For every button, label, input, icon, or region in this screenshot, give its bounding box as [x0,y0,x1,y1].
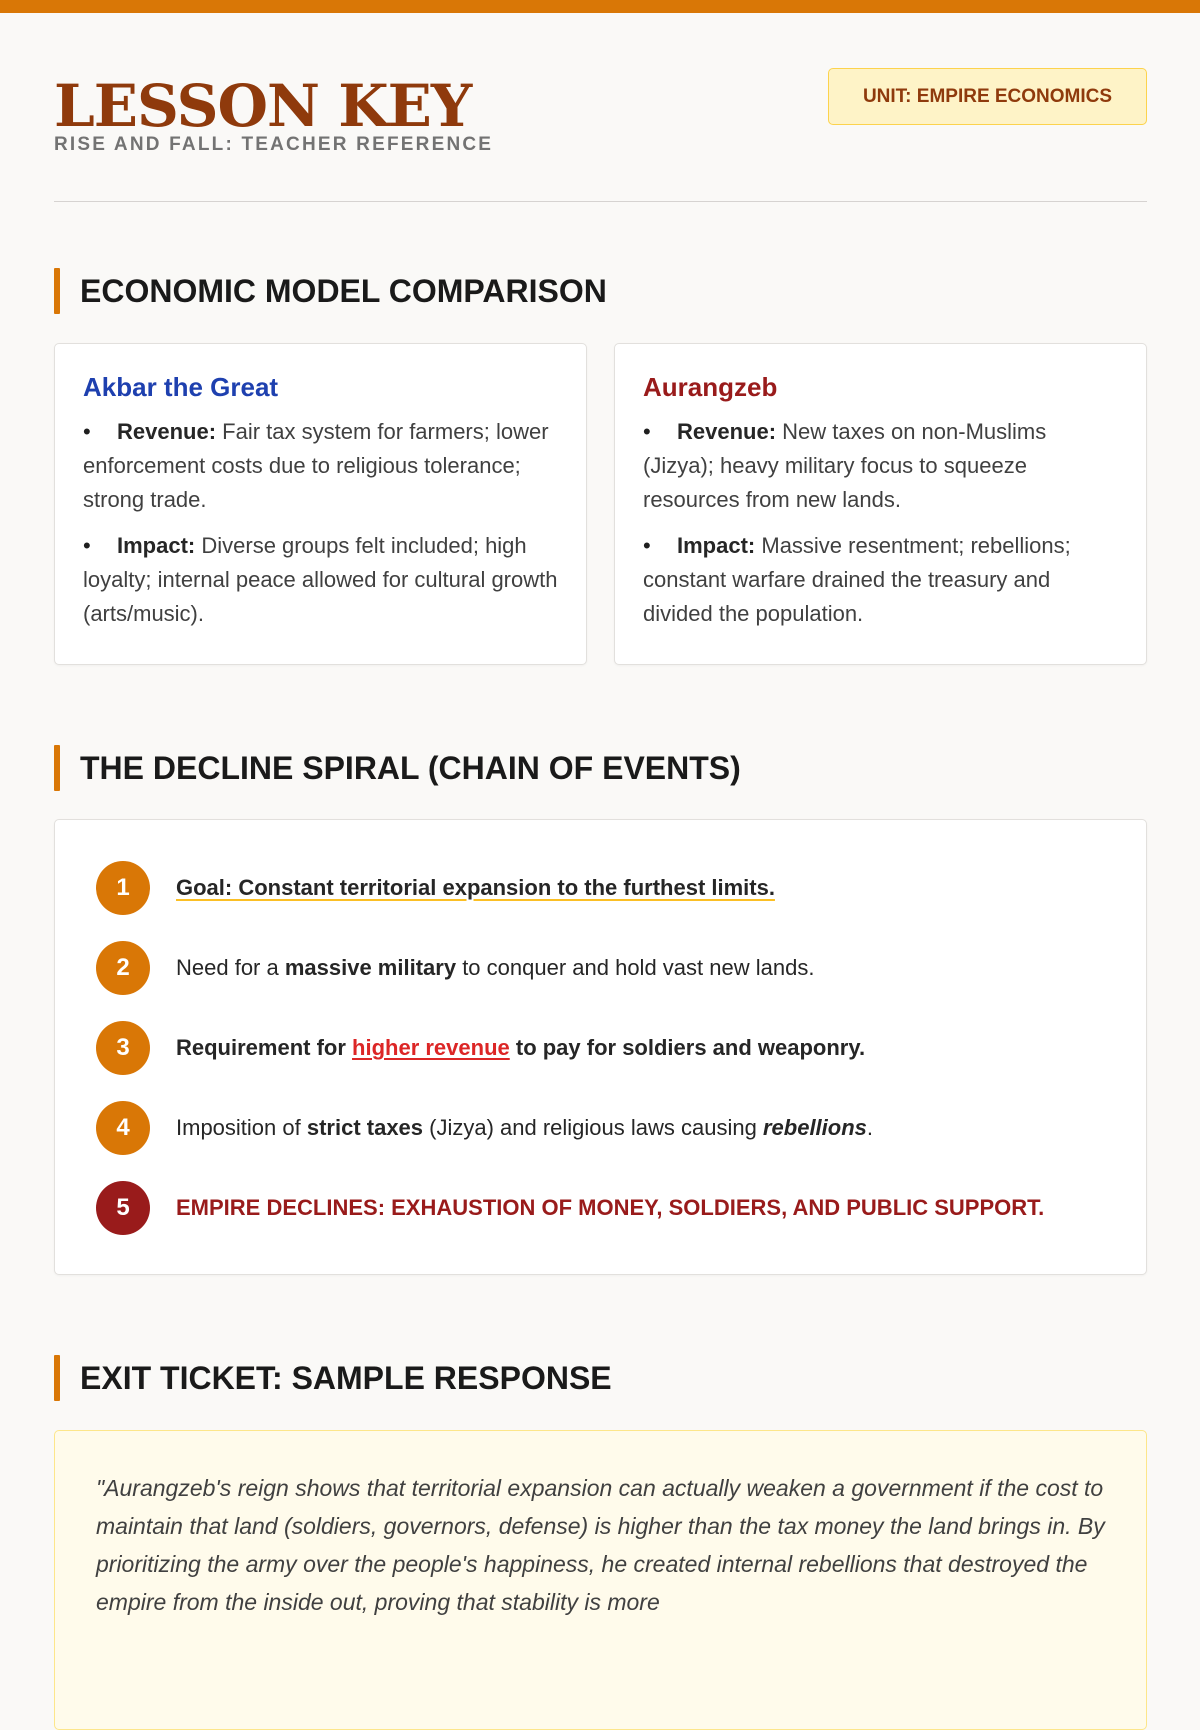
step-text-part: (Jizya) and religious laws causing [423,1115,763,1140]
step-text-part: Imposition of [176,1115,307,1140]
section-accent-bar [54,745,60,791]
step-number-badge: 3 [96,1021,150,1075]
step-text-part: Need for a [176,955,285,980]
section-heading-comparison [54,268,607,314]
point-label: Revenue: [117,419,217,444]
step-text [176,955,814,981]
section-heading-exit-ticket [54,1355,612,1401]
ruler-card-aurangzeb [614,343,1147,665]
ruler-name: Aurangzeb [643,372,778,402]
decline-chain-card [54,819,1147,1275]
step-text-emphasis: rebellions [762,1115,867,1140]
unit-badge: UNIT: EMPIRE ECONOMICS [828,68,1147,125]
page-subtitle: RISE AND FALL: TEACHER REFERENCE [54,134,494,155]
step-text-bold: strict taxes [306,1115,424,1140]
point-text: Fair tax system for farmers; lower enforcement costs due to religious tolerance; strong trade. [83,419,549,512]
section-accent-bar [54,268,60,314]
section-title: ECONOMIC MODEL COMPARISON [80,272,607,309]
bullet-icon: • [643,533,651,558]
step-text [176,1115,873,1141]
step-number-badge: 1 [96,861,150,915]
step-text: Goal: Constant territorial expansion to the furthest limits. [176,875,775,900]
chain-step-1 [96,861,775,915]
chain-step-5 [96,1181,1044,1235]
step-text-part: . [866,1115,874,1140]
step-text: EMPIRE DECLINES: EXHAUSTION OF MONEY, SOLDIERS, AND PUBLIC SUPPORT. [176,1195,1045,1220]
step-text [176,1035,865,1061]
section-heading-decline [54,745,741,791]
ruler-name: Akbar the Great [83,372,279,402]
section-accent-bar [54,1355,60,1401]
list-item [643,415,1118,517]
step-text-bold: massive military [284,955,457,980]
chain-step-4 [96,1101,873,1155]
ruler-points [643,415,1118,631]
chain-step-2 [96,941,814,995]
section-title: THE DECLINE SPIRAL (CHAIN OF EVENTS) [80,749,741,786]
step-text-part: to conquer and hold vast new lands. [456,955,815,980]
point-label: Impact: [677,533,756,558]
point-label: Revenue: [677,419,777,444]
ruler-card-akbar [54,343,587,665]
step-text-part: to pay for soldiers and weaponry. [509,1035,866,1060]
step-number-badge: 4 [96,1101,150,1155]
ruler-points [83,415,558,631]
step-number-badge: 2 [96,941,150,995]
chain-step-3 [96,1021,865,1075]
exit-ticket-card [54,1430,1147,1730]
page-title: LESSON KEY [54,72,472,140]
bullet-icon: • [643,419,651,444]
higher-revenue-highlight: higher revenue [352,1035,510,1060]
list-item [83,529,558,631]
bullet-icon: • [83,533,91,558]
step-number-badge: 5 [96,1181,150,1235]
section-title: EXIT TICKET: SAMPLE RESPONSE [80,1359,612,1396]
bullet-icon: • [83,419,91,444]
point-text: New taxes on non-Muslims (Jizya); heavy military focus to squeeze resources from new lands. [643,419,1047,512]
step-text-part: Requirement for [176,1035,353,1060]
point-text: Diverse groups felt included; high loyalty; internal peace allowed for cultural growth (arts/music). [83,533,558,626]
top-accent-bar [0,0,1200,13]
list-item [643,529,1118,631]
point-label: Impact: [117,533,196,558]
point-text: Massive resentment; rebellions; constant warfare drained the treasury and divided the population. [643,533,1071,626]
list-item [83,415,558,517]
page-header [54,70,1147,202]
sample-response-quote: "Aurangzeb's reign shows that territorial expansion can actually weaken a government if the cost to maintain that land (soldiers, governors, defense) is higher than the tax money the land brings in. By prioritizing the army over the people's happiness, he created internal rebellions that destroyed the empire from the inside out, proving that stability is more [96,1475,1105,1615]
